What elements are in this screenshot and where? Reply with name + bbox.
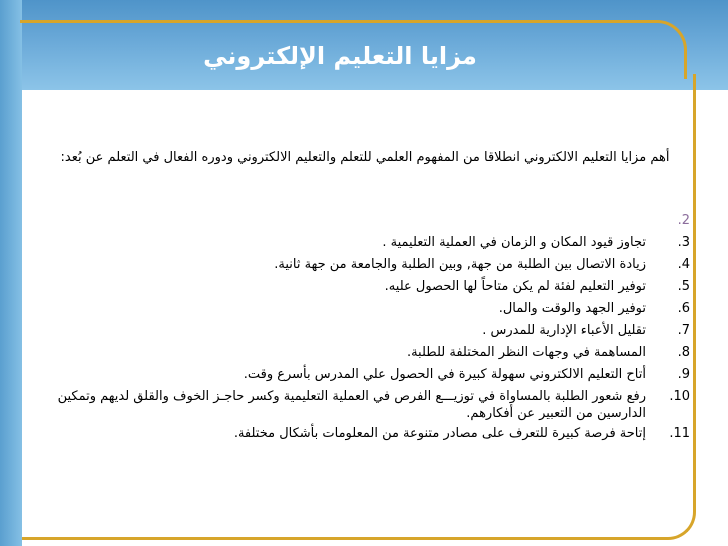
intro-paragraph: أهم مزايا التعليم الالكتروني انطلاقا من المفهوم العلمي للتعلم والتعليم الالكتروني ودوره الفعال في التعلم عن بُعد: xyxy=(60,150,670,165)
list-item xyxy=(40,320,690,341)
list-item xyxy=(40,423,690,444)
list-item-text: أتاح التعليم الالكتروني سهولة كبيرة في الحصول علي المدرس بأسرع وقت. xyxy=(243,367,646,382)
list-item-text: تجاوز قيود المكان و الزمان في العملية التعليمية . xyxy=(382,235,646,250)
list-item-text: توفير التعليم لفئة لم يكن متاحاً لها الحصول عليه. xyxy=(384,279,646,294)
list-item-number: .10 xyxy=(669,389,690,404)
list-item xyxy=(40,386,690,422)
list-item-number: .6 xyxy=(677,301,690,316)
list-item xyxy=(40,298,690,319)
list-item-text: تقليل الأعباء الإدارية للمدرس . xyxy=(482,323,646,338)
list-item-text xyxy=(40,210,654,231)
list-item xyxy=(40,210,690,231)
list-item-text: توفير الجهد والوقت والمال. xyxy=(498,301,646,316)
advantages-list xyxy=(40,210,690,445)
list-item-number: .4 xyxy=(677,257,690,272)
list-item xyxy=(40,254,690,275)
list-item xyxy=(40,276,690,297)
list-item-number: .7 xyxy=(677,323,690,338)
list-item-text: إتاحة فرصة كبيرة للتعرف على مصادر متنوعة من المعلومات بأشكال مختلفة. xyxy=(233,426,646,441)
list-item-number: .3 xyxy=(677,235,690,250)
list-item xyxy=(40,364,690,385)
list-item xyxy=(40,342,690,363)
list-item-text: زيادة الاتصال بين الطلبة من جهة, وبين الطلبة والجامعة من جهة ثانية. xyxy=(274,257,646,272)
list-item-number: .11 xyxy=(669,426,690,441)
list-item-number: .9 xyxy=(677,367,690,382)
list-item-text: رفع شعور الطلبة بالمساواة في توزيـــع الفرص في العملية التعليمية وكسر حاجـز الخوف والقلق لديهم وتمكين الدارسين من التعبير عن أفكارهم. xyxy=(57,389,646,421)
list-item-number: .2 xyxy=(677,213,690,228)
list-item-text: المساهمة في وجهات النظر المختلفة للطلبة. xyxy=(406,345,646,360)
list-item-number: .5 xyxy=(677,279,690,294)
slide-title: مزايا التعليم الإلكتروني xyxy=(203,42,477,70)
list-item xyxy=(40,232,690,253)
list-item-number: .8 xyxy=(677,345,690,360)
left-band xyxy=(0,0,22,546)
